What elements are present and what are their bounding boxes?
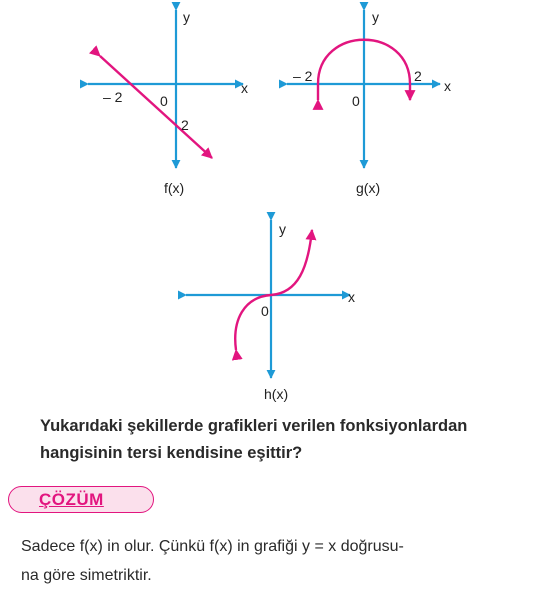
- f-line: [100, 56, 212, 158]
- h-origin-label: 0: [261, 303, 269, 319]
- g-y-label: y: [372, 9, 379, 25]
- graph-g: [287, 9, 451, 196]
- f-y-label: y: [183, 9, 190, 25]
- solution-label: ÇÖZÜM: [39, 490, 104, 509]
- f-caption: f(x): [164, 180, 185, 196]
- solution-line-1: Sadece f(x) in olur. Çünkü f(x) in grafiği y = x doğrusu-: [21, 538, 404, 555]
- solution-line-2: na göre simetriktir.: [21, 567, 152, 584]
- f-origin-label: 0: [160, 93, 168, 109]
- g-origin-label: 0: [352, 93, 360, 109]
- g-tick-left-label: – 2: [293, 68, 313, 84]
- question-line-2: hangisinin tersi kendisine eşittir?: [40, 444, 303, 462]
- g-tick-right-label: 2: [414, 68, 422, 84]
- h-y-label: y: [279, 221, 286, 237]
- g-x-label: x: [444, 78, 451, 94]
- graph-h: [186, 220, 355, 402]
- f-tick-y-label: 2: [181, 117, 189, 133]
- f-tick-x-label: – 2: [103, 89, 123, 105]
- solution-badge: [8, 486, 154, 513]
- h-x-label: x: [348, 289, 355, 305]
- question-line-1: Yukarıdaki şekillerde grafikleri verilen fonksiyonlardan: [40, 417, 468, 435]
- g-caption: g(x): [356, 180, 381, 196]
- question-text: [40, 413, 530, 467]
- f-x-label: x: [241, 80, 248, 96]
- h-caption: h(x): [264, 386, 289, 402]
- h-curve: [235, 230, 312, 350]
- graph-f: [88, 9, 248, 196]
- solution-text: [21, 532, 521, 590]
